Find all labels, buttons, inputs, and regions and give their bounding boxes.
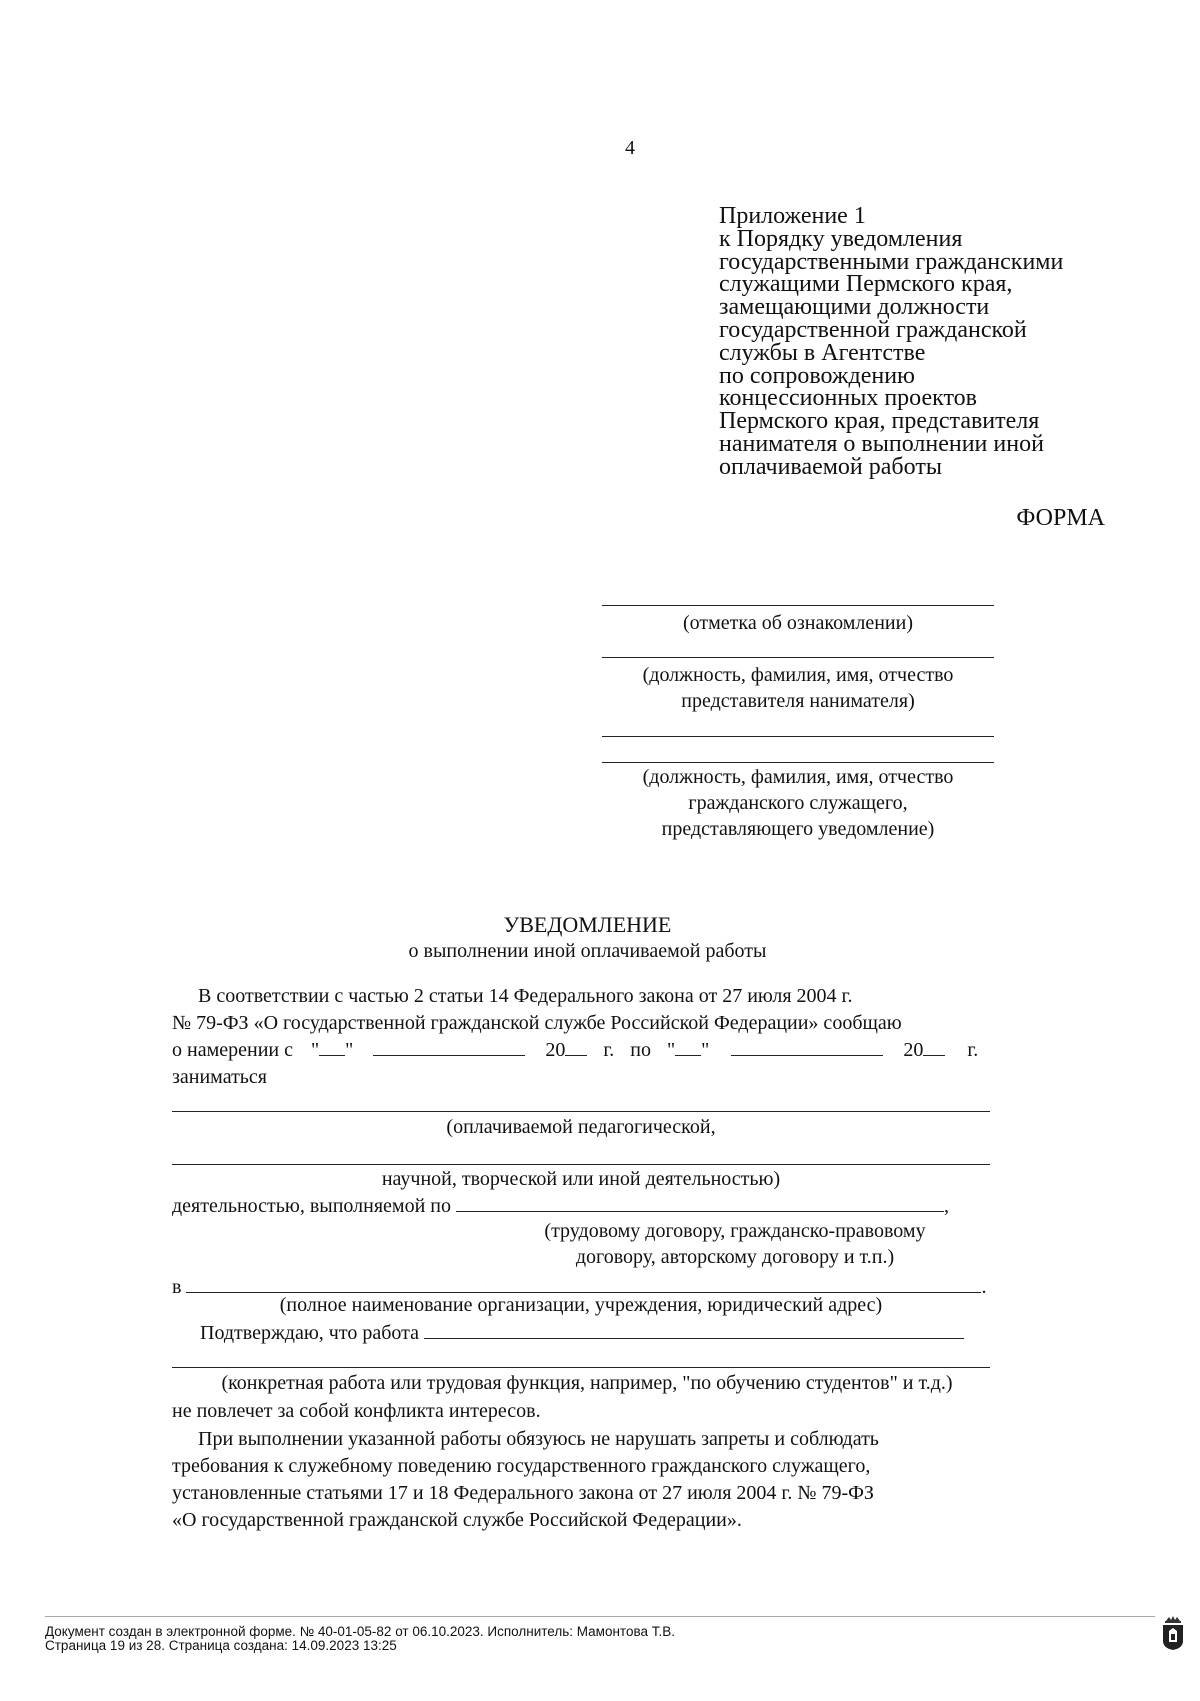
start-year-field[interactable]	[565, 1037, 587, 1056]
intent-text: о намерении с	[172, 1039, 293, 1061]
appendix-line: концессионных проектов	[719, 385, 977, 412]
body-line: установленные статьями 17 и 18 Федерального закона от 27 июля 2004 г. № 79-ФЗ	[172, 1482, 874, 1504]
activity-caption: научной, творческой или иной деятельностью)	[381, 1168, 781, 1190]
body-line: не повлечет за собой конфликта интересов.	[172, 1400, 541, 1422]
appendix-line: замещающими должности	[719, 294, 990, 321]
footer-line: Документ создан в электронной форме. № 40-01-05-82 от 06.10.2023. Исполнитель: Мамонтова Т.В.	[45, 1624, 675, 1639]
page-number: 4	[625, 137, 635, 159]
acknowledgement-caption: (отметка об ознакомлении)	[683, 612, 913, 634]
form-label: ФОРМА	[1016, 505, 1105, 531]
footer-divider	[45, 1616, 1155, 1617]
appendix-line: оплачиваемой работы	[719, 453, 942, 480]
employer-line[interactable]	[602, 657, 994, 658]
footer-line: Страница 19 из 28. Страница создана: 14.09.2023 13:25	[45, 1638, 397, 1653]
organization-line: в .	[172, 1276, 987, 1298]
appendix-line: к Порядку уведомления	[719, 225, 963, 252]
notice-subtitle: о выполнении иной оплачиваемой работы	[408, 940, 767, 962]
appendix-line: Приложение 1	[719, 203, 866, 229]
end-month-field[interactable]	[731, 1037, 883, 1056]
end-day-field[interactable]	[675, 1037, 701, 1056]
organization-caption: (полное наименование организации, учреждения, юридический адрес)	[279, 1294, 883, 1316]
body-line: «О государственной гражданской службе Российской Федерации».	[172, 1509, 742, 1531]
confirm-line: Подтверждаю, что работа	[200, 1320, 964, 1347]
end-year-field[interactable]	[923, 1037, 945, 1056]
body-line: заниматься	[172, 1066, 267, 1088]
date-range-line: о намерении с " " 20 г. по " " 20 г.	[172, 1039, 979, 1061]
servant-caption: гражданского служащего,	[688, 792, 908, 814]
appendix-line: Пермского края, представителя	[719, 408, 1040, 435]
servant-line-2[interactable]	[602, 762, 994, 763]
activity-line-2[interactable]	[172, 1164, 990, 1165]
body-line: требования к служебному поведению государственного гражданского служащего,	[172, 1455, 871, 1477]
appendix-line: служащими Пермского края,	[719, 271, 1013, 298]
body-line: При выполнении указанной работы обязуюсь не нарушать запреты и соблюдать	[198, 1428, 879, 1450]
acknowledgement-line[interactable]	[602, 605, 994, 606]
work-line-2[interactable]	[172, 1367, 990, 1368]
appendix-line: нанимателя о выполнении иной	[719, 430, 1044, 457]
coat-of-arms-icon	[1160, 1615, 1186, 1651]
appendix-line: службы в Агентстве	[719, 339, 926, 366]
start-month-field[interactable]	[373, 1037, 525, 1056]
servant-caption: представляющего уведомление)	[661, 818, 935, 840]
activity-line-1[interactable]	[172, 1111, 990, 1112]
footer-text	[45, 1625, 675, 1653]
appendix-line: государственными гражданскими	[719, 248, 1064, 275]
servant-line-1[interactable]	[602, 736, 994, 737]
work-field[interactable]	[424, 1320, 964, 1339]
servant-caption: (должность, фамилия, имя, отчество	[642, 766, 954, 788]
employer-caption: представителя нанимателя)	[681, 690, 915, 712]
contract-caption: (трудовому договору, гражданско-правовому	[544, 1220, 926, 1242]
work-caption: (конкретная работа или трудовая функция, например, "по обучению студентов" и т.д.)	[221, 1372, 953, 1394]
appendix-line: по сопровождению	[719, 362, 915, 389]
contract-type-field[interactable]	[456, 1193, 944, 1212]
contract-caption: договору, авторскому договору и т.п.)	[575, 1246, 895, 1268]
appendix-heading	[719, 205, 1149, 479]
body-line: № 79-ФЗ «О государственной гражданской службе Российской Федерации» сообщаю	[172, 1012, 902, 1034]
activity-caption: (оплачиваемой педагогической,	[446, 1116, 716, 1138]
start-day-field[interactable]	[319, 1037, 345, 1056]
notice-title: УВЕДОМЛЕНИЕ	[503, 912, 672, 937]
employer-caption: (должность, фамилия, имя, отчество	[642, 664, 954, 686]
appendix-line: государственной гражданской	[719, 316, 1027, 343]
contract-line: деятельностью, выполняемой по ,	[172, 1195, 949, 1217]
body-line: В соответствии с частью 2 статьи 14 Федерального закона от 27 июля 2004 г.	[198, 985, 853, 1007]
organization-field[interactable]	[186, 1274, 981, 1293]
